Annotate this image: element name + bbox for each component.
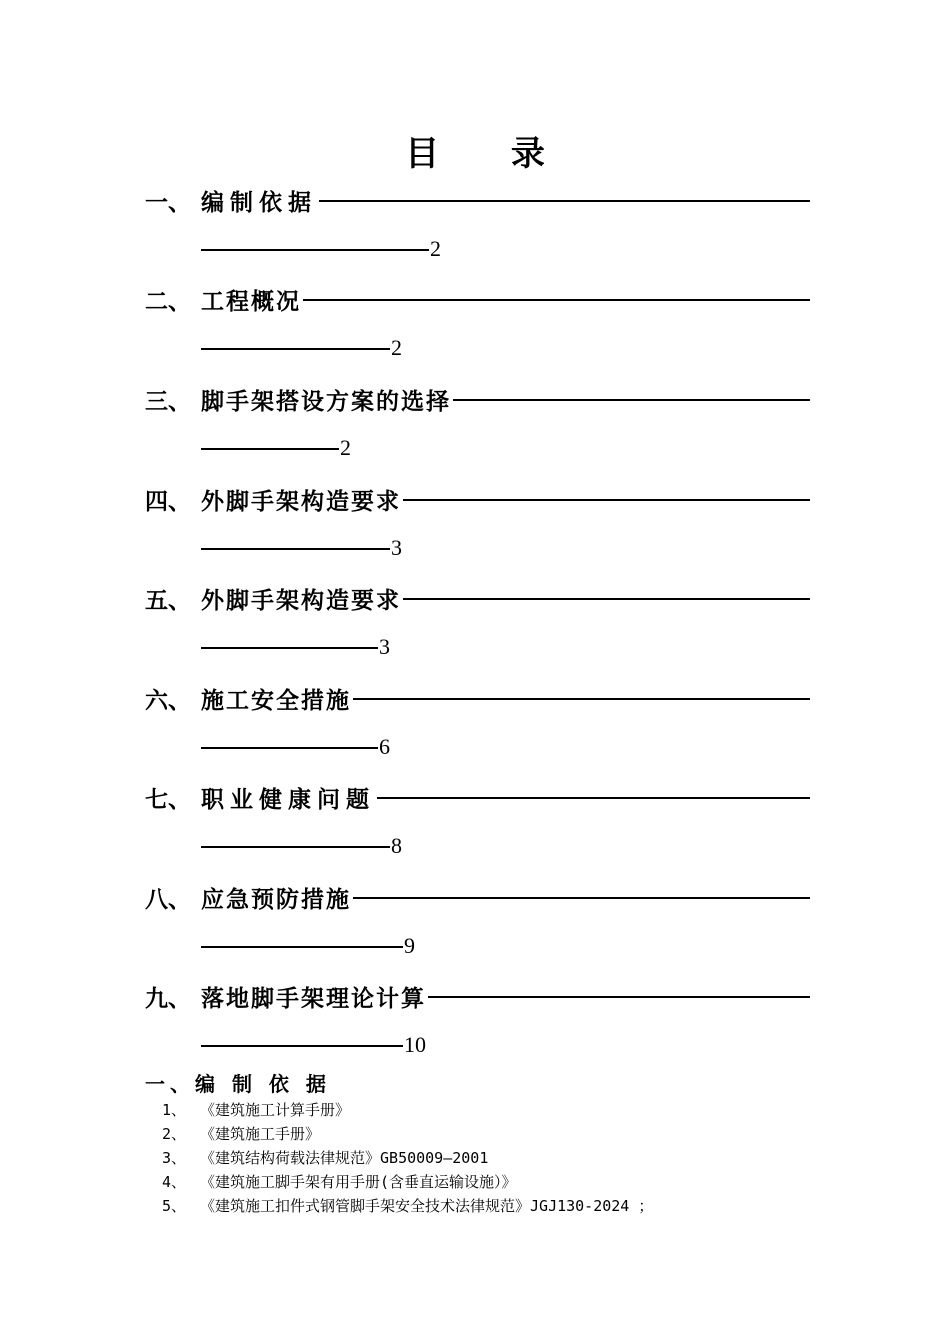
toc-leader [428, 996, 810, 998]
toc-leader [201, 548, 390, 550]
reference-list [162, 1097, 802, 1217]
section-heading: 一、编 制 依 据 [145, 1072, 331, 1096]
toc-entry-number: 五、 [145, 587, 191, 614]
reference-item [162, 1145, 802, 1169]
toc-entry-continuation [201, 428, 810, 468]
toc-entry[interactable] [145, 279, 810, 368]
toc-entry[interactable] [145, 479, 810, 568]
reference-text: 《建筑施工扣件式钢管脚手架安全技术法律规范》JGJ130-2024 ； [200, 1196, 654, 1215]
toc-page-number: 9 [404, 933, 415, 958]
toc-leader [403, 499, 810, 501]
toc-entry-number: 九、 [145, 985, 191, 1012]
toc-entry-line [145, 678, 810, 718]
toc-page-number: 3 [391, 535, 402, 560]
toc-entry-title: 落地脚手架理论计算 [201, 985, 426, 1012]
toc-entry-line [145, 578, 810, 618]
reference-number: 4、 [162, 1172, 187, 1191]
toc-entry-line [145, 279, 810, 319]
toc-leader [303, 299, 810, 301]
toc-entry[interactable] [145, 379, 810, 468]
reference-item [162, 1193, 802, 1217]
toc-entry-continuation [201, 328, 810, 368]
toc-entry-title: 工程概况 [201, 288, 301, 315]
toc-leader [319, 200, 810, 202]
toc-leader [201, 946, 403, 948]
reference-number: 1、 [162, 1100, 187, 1119]
toc-entry-number: 七、 [145, 786, 191, 813]
toc-leader [201, 249, 429, 251]
toc-entry-continuation [201, 229, 810, 269]
toc-title: 目 录 [405, 134, 575, 174]
toc-page-number: 10 [404, 1032, 426, 1057]
toc-leader [201, 647, 378, 649]
toc-entry-continuation [201, 627, 810, 667]
toc-leader [353, 698, 810, 700]
reference-text: 《建筑施工手册》 [200, 1124, 321, 1143]
reference-number: 5、 [162, 1196, 187, 1215]
toc-entry-title: 职业健康问题 [201, 786, 375, 813]
toc-entry[interactable] [145, 777, 810, 866]
toc-entry-line [145, 180, 810, 220]
reference-number: 2、 [162, 1124, 187, 1143]
toc-entry-line [145, 877, 810, 917]
toc-entry[interactable] [145, 578, 810, 667]
toc-leader [453, 399, 810, 401]
toc-page-number: 2 [430, 236, 441, 261]
toc-entry-title: 应急预防措施 [201, 886, 351, 913]
toc-entry-line [145, 976, 810, 1016]
toc-entry-number: 一、 [145, 189, 191, 216]
toc-entry[interactable] [145, 976, 810, 1065]
toc-entry-continuation [201, 926, 810, 966]
toc-leader [201, 1045, 403, 1047]
toc-leader [377, 797, 810, 799]
toc-entry-continuation [201, 528, 810, 568]
toc-entry-title: 脚手架搭设方案的选择 [201, 388, 451, 415]
toc-entry-line [145, 379, 810, 419]
toc-entry-number: 二、 [145, 288, 191, 315]
toc-page-number: 3 [379, 634, 390, 659]
toc-entry-title: 外脚手架构造要求 [201, 587, 401, 614]
toc-leader [201, 747, 378, 749]
toc-entry-continuation [201, 1025, 810, 1065]
toc-entry-title: 施工安全措施 [201, 687, 351, 714]
toc-page-number: 6 [379, 734, 390, 759]
toc-entry-title: 外脚手架构造要求 [201, 488, 401, 515]
toc-entry[interactable] [145, 180, 810, 269]
toc-leader [403, 598, 810, 600]
toc-entry-line [145, 479, 810, 519]
toc-page-number: 8 [391, 833, 402, 858]
toc-entry-number: 八、 [145, 886, 191, 913]
toc-entry[interactable] [145, 678, 810, 767]
toc-leader [353, 897, 810, 899]
reference-text: 《建筑结构荷载法律规范》GB50009—2001 [200, 1148, 489, 1167]
reference-number: 3、 [162, 1148, 187, 1167]
toc-entry[interactable] [145, 877, 810, 966]
toc-leader [201, 448, 339, 450]
toc-entry-title: 编制依据 [201, 189, 317, 216]
toc-entry-continuation [201, 727, 810, 767]
toc-entry-number: 三、 [145, 388, 191, 415]
reference-item [162, 1169, 802, 1193]
toc-page-number: 2 [391, 335, 402, 360]
toc-leader [201, 348, 390, 350]
reference-item [162, 1121, 802, 1145]
reference-item [162, 1097, 802, 1121]
toc-entry-number: 六、 [145, 687, 191, 714]
toc-entry-line [145, 777, 810, 817]
reference-text: 《建筑施工脚手架有用手册(含垂直运输设施）》 [200, 1172, 517, 1191]
toc-entry-number: 四、 [145, 488, 191, 515]
reference-text: 《建筑施工计算手册》 [200, 1100, 351, 1119]
toc-page-number: 2 [340, 435, 351, 460]
toc-entry-continuation [201, 826, 810, 866]
toc-leader [201, 846, 390, 848]
